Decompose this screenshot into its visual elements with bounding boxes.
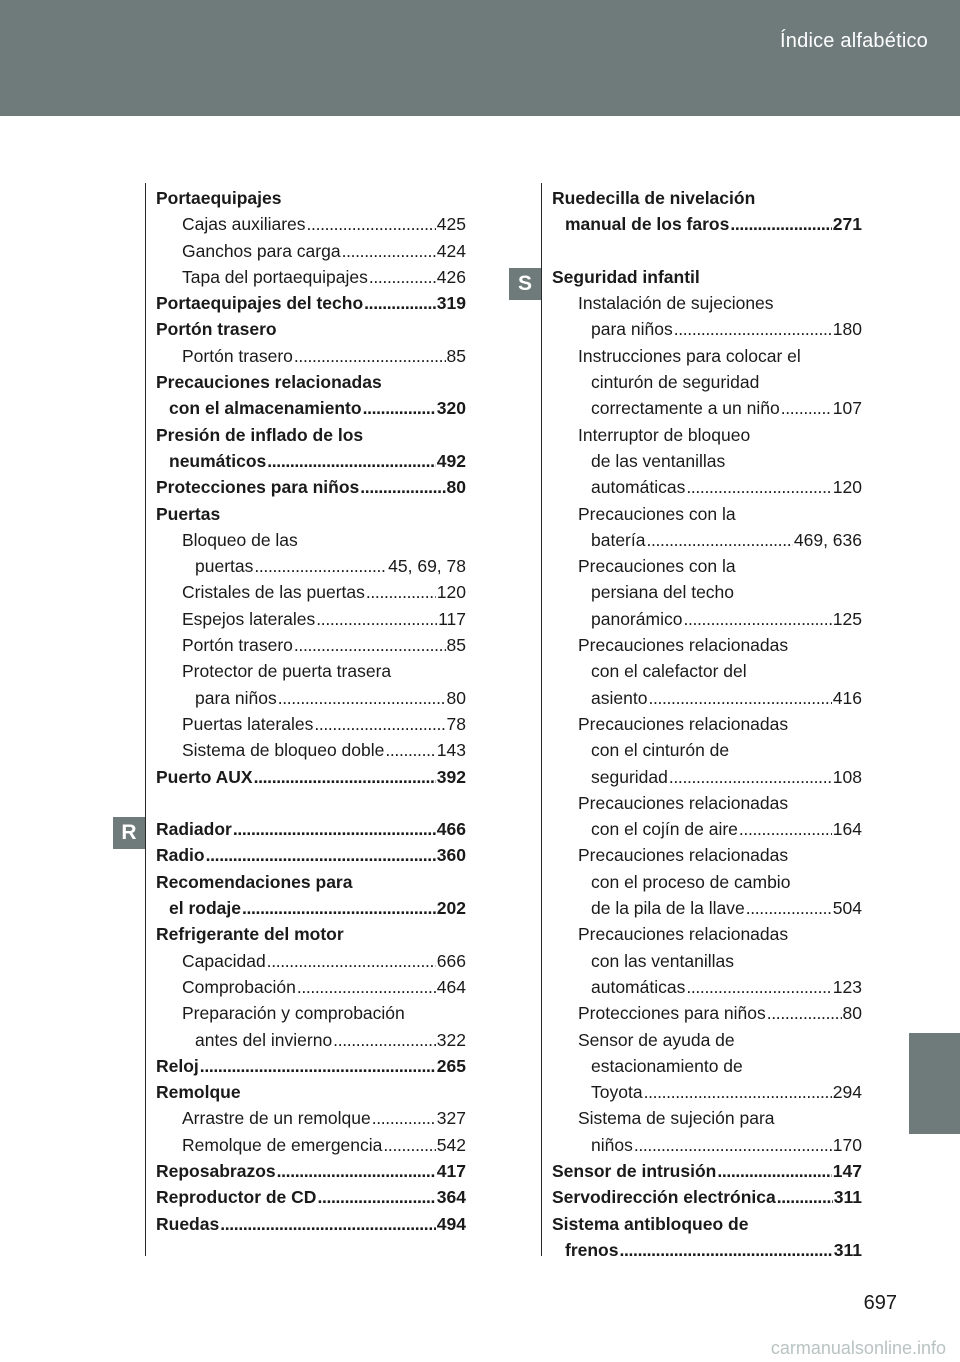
index-entry-line bbox=[552, 264, 862, 290]
chapter-thumb-tab bbox=[909, 1033, 960, 1134]
index-entry-line bbox=[552, 606, 862, 632]
index-entry-line bbox=[156, 1079, 466, 1105]
dot-leader bbox=[267, 948, 436, 974]
index-term: Ruedecilla de nivelación bbox=[552, 188, 756, 208]
index-term: Puerto AUX bbox=[156, 766, 253, 787]
page-reference: 117 bbox=[438, 608, 466, 629]
index-term: Instrucciones para colocar el bbox=[578, 345, 801, 366]
index-term: con el almacenamiento bbox=[169, 398, 362, 419]
page-reference: 78 bbox=[446, 713, 466, 734]
page-reference: 319 bbox=[436, 293, 466, 314]
index-term: Ruedas bbox=[156, 1213, 220, 1234]
index-term: batería bbox=[591, 529, 646, 550]
dot-leader bbox=[254, 553, 387, 579]
page-reference: 320 bbox=[436, 398, 466, 419]
index-entry-line bbox=[552, 632, 862, 658]
index-entry-line bbox=[156, 448, 466, 474]
index-entry-line bbox=[552, 553, 862, 579]
page-reference: 360 bbox=[436, 845, 466, 866]
dot-leader bbox=[294, 343, 446, 369]
index-entry-line bbox=[552, 1132, 862, 1158]
index-entry-line bbox=[156, 290, 466, 316]
dot-leader bbox=[369, 264, 436, 290]
page-reference: 125 bbox=[832, 608, 862, 629]
index-term: con el proceso de cambio bbox=[591, 871, 791, 892]
page-reference: 504 bbox=[832, 898, 862, 919]
page-reference: 85 bbox=[446, 345, 466, 366]
index-term: Seguridad infantil bbox=[552, 266, 700, 287]
index-column-right bbox=[552, 185, 862, 1263]
index-term: Interruptor de bloqueo bbox=[578, 424, 751, 445]
index-entry-line bbox=[552, 369, 862, 395]
dot-leader bbox=[669, 764, 832, 790]
page-reference: 107 bbox=[832, 398, 862, 419]
index-entry-line bbox=[156, 1184, 466, 1210]
index-entry-line bbox=[156, 264, 466, 290]
index-entry-line bbox=[156, 395, 466, 421]
index-term: Precauciones relacionadas bbox=[578, 845, 789, 866]
index-term: Portaequipajes del techo bbox=[156, 293, 364, 314]
index-entry-line bbox=[552, 737, 862, 763]
dot-leader bbox=[372, 1105, 436, 1131]
index-entry-line bbox=[156, 238, 466, 264]
page-reference: 311 bbox=[833, 1239, 862, 1260]
left-column-rule bbox=[145, 183, 146, 1256]
index-entry-line bbox=[552, 474, 862, 500]
dot-leader bbox=[294, 632, 446, 658]
index-term: automáticas bbox=[591, 477, 686, 498]
dot-leader bbox=[316, 606, 437, 632]
index-term: Tapa del portaequipajes bbox=[182, 266, 368, 287]
index-term: Protecciones para niños bbox=[156, 477, 360, 498]
page-reference: 265 bbox=[436, 1055, 466, 1076]
page-reference: 322 bbox=[436, 1029, 466, 1050]
page-reference: 416 bbox=[832, 687, 862, 708]
index-entry-line bbox=[156, 553, 466, 579]
index-term: Cristales de las puertas bbox=[182, 582, 365, 603]
index-entry-line bbox=[156, 658, 466, 684]
index-term: asiento bbox=[591, 687, 648, 708]
index-term: Toyota bbox=[591, 1082, 643, 1103]
page-reference: 164 bbox=[832, 819, 862, 840]
index-entry-line bbox=[156, 474, 466, 500]
dot-leader bbox=[385, 737, 435, 763]
dot-leader bbox=[206, 842, 436, 868]
index-term: Arrastre de un remolque bbox=[182, 1108, 371, 1129]
index-entry-line bbox=[552, 1237, 862, 1263]
index-entry-line bbox=[552, 527, 862, 553]
page-reference: 424 bbox=[436, 240, 466, 261]
page-reference: 464 bbox=[436, 976, 466, 997]
dot-leader bbox=[364, 290, 436, 316]
index-term: Portaequipajes bbox=[156, 188, 282, 208]
right-column-rule bbox=[541, 183, 542, 1256]
index-term: Sistema de bloqueo doble bbox=[182, 740, 385, 761]
index-term: Sistema de sujeción para bbox=[578, 1108, 775, 1129]
dot-leader bbox=[746, 895, 832, 921]
index-term: Portón trasero bbox=[182, 635, 293, 656]
page-reference: 80 bbox=[446, 477, 466, 498]
index-entry-line bbox=[552, 448, 862, 474]
index-term: Precauciones relacionadas bbox=[578, 792, 789, 813]
page-number: 697 bbox=[863, 1292, 897, 1314]
index-entry-line bbox=[552, 1211, 862, 1237]
index-term: Bloqueo de las bbox=[182, 529, 298, 550]
index-entry-line bbox=[552, 185, 862, 211]
page-reference: 469, 636 bbox=[793, 529, 862, 550]
index-term: Instalación de sujeciones bbox=[578, 293, 774, 314]
index-term: Puertas laterales bbox=[182, 713, 314, 734]
index-entry-line bbox=[552, 211, 862, 237]
page-reference: 202 bbox=[436, 898, 466, 919]
dot-leader bbox=[730, 211, 831, 237]
dot-leader bbox=[297, 974, 436, 1000]
index-term: Capacidad bbox=[182, 950, 266, 971]
index-term: Precauciones relacionadas bbox=[156, 372, 382, 393]
page-reference: 542 bbox=[436, 1134, 466, 1155]
index-entry-line bbox=[156, 316, 466, 342]
index-term: Sensor de intrusión bbox=[552, 1160, 717, 1181]
index-entry-line bbox=[552, 1027, 862, 1053]
index-entry-line bbox=[156, 816, 466, 842]
dot-leader bbox=[383, 1132, 435, 1158]
index-term: Protector de puerta trasera bbox=[182, 661, 392, 682]
index-term: Radio bbox=[156, 845, 205, 866]
dot-leader bbox=[233, 816, 436, 842]
header-bar bbox=[0, 0, 960, 116]
dot-leader bbox=[267, 448, 436, 474]
index-term: con las ventanillas bbox=[591, 950, 734, 971]
index-entry-line bbox=[552, 816, 862, 842]
index-entry-line bbox=[552, 316, 862, 342]
index-term: panorámico bbox=[591, 608, 683, 629]
page-reference: 494 bbox=[436, 1213, 466, 1234]
index-entry-line bbox=[156, 1105, 466, 1131]
index-term: Precauciones con la bbox=[578, 503, 736, 524]
index-term: persiana del techo bbox=[591, 582, 735, 603]
index-term: estacionamiento de bbox=[591, 1055, 743, 1076]
dot-leader bbox=[686, 474, 831, 500]
page-reference: 417 bbox=[436, 1160, 466, 1181]
page-reference: 392 bbox=[436, 766, 466, 787]
index-term: Recomendaciones para bbox=[156, 871, 353, 892]
dot-leader bbox=[686, 974, 831, 1000]
index-term: Reposabrazos bbox=[156, 1160, 276, 1181]
page-reference: 311 bbox=[833, 1187, 862, 1208]
index-term: manual de los faros bbox=[565, 214, 730, 235]
index-term: frenos bbox=[565, 1239, 619, 1260]
index-entry-line bbox=[156, 842, 466, 868]
index-term: Precauciones relacionadas bbox=[578, 924, 789, 945]
dot-leader bbox=[220, 1211, 436, 1237]
index-entry-line bbox=[156, 606, 466, 632]
page-reference: 120 bbox=[436, 582, 466, 603]
index-term: Remolque de emergencia bbox=[182, 1134, 383, 1155]
watermark: carmanualsonline.info bbox=[770, 1338, 946, 1358]
index-entry-line bbox=[156, 579, 466, 605]
page-reference: 123 bbox=[832, 976, 862, 997]
index-entry-line bbox=[552, 1105, 862, 1131]
index-entry-line bbox=[156, 869, 466, 895]
dot-leader bbox=[777, 1184, 833, 1210]
dot-leader bbox=[739, 816, 832, 842]
page-reference: 466 bbox=[436, 819, 466, 840]
dot-leader bbox=[360, 474, 445, 500]
page-reference: 492 bbox=[436, 450, 466, 471]
index-term: puertas bbox=[195, 556, 254, 577]
index-entry-line bbox=[552, 1158, 862, 1184]
index-term: de las ventanillas bbox=[591, 450, 726, 471]
dot-leader bbox=[317, 1184, 435, 1210]
dot-leader bbox=[200, 1053, 436, 1079]
index-term: Preparación y comprobación bbox=[182, 1003, 405, 1024]
index-term: Protecciones para niños bbox=[578, 1003, 766, 1024]
dot-leader bbox=[277, 1158, 436, 1184]
index-term: niños bbox=[591, 1134, 633, 1155]
index-term: Reproductor de CD bbox=[156, 1187, 317, 1208]
index-term: Servodirección electrónica bbox=[552, 1187, 776, 1208]
index-column-left bbox=[156, 185, 466, 1237]
index-entry-line bbox=[552, 658, 862, 684]
index-entry-line bbox=[156, 343, 466, 369]
index-entry-line bbox=[156, 921, 466, 947]
index-entry-line bbox=[552, 501, 862, 527]
dot-leader bbox=[781, 395, 832, 421]
dot-leader bbox=[342, 238, 436, 264]
dot-leader bbox=[644, 1079, 832, 1105]
index-term: Ganchos para carga bbox=[182, 240, 341, 261]
index-entry-line bbox=[156, 764, 466, 790]
dot-leader bbox=[307, 211, 436, 237]
index-entry-line bbox=[552, 395, 862, 421]
index-entry-line bbox=[156, 1211, 466, 1237]
page-reference: 180 bbox=[832, 319, 862, 340]
dot-leader bbox=[314, 711, 445, 737]
index-entry-line bbox=[156, 1000, 466, 1026]
letter-tab-r: R bbox=[113, 817, 145, 849]
index-term: para niños bbox=[591, 319, 673, 340]
index-term: Remolque bbox=[156, 1082, 241, 1103]
page-reference: 425 bbox=[436, 214, 466, 235]
index-entry-line bbox=[552, 685, 862, 711]
index-term: Radiador bbox=[156, 819, 232, 840]
index-entry-line bbox=[552, 790, 862, 816]
index-term: de la pila de la llave bbox=[591, 898, 745, 919]
index-term: Precauciones con la bbox=[578, 556, 736, 577]
index-entry-line bbox=[156, 1027, 466, 1053]
index-entry-line bbox=[552, 1053, 862, 1079]
index-entry-line bbox=[156, 1158, 466, 1184]
index-term: seguridad bbox=[591, 766, 668, 787]
index-entry-line bbox=[552, 921, 862, 947]
index-entry-line bbox=[552, 842, 862, 868]
page-reference: 108 bbox=[832, 766, 862, 787]
dot-leader bbox=[646, 527, 792, 553]
dot-leader bbox=[366, 579, 436, 605]
index-term: antes del invierno bbox=[195, 1029, 333, 1050]
index-entry-line bbox=[156, 737, 466, 763]
letter-tab-s: S bbox=[509, 268, 541, 300]
dot-leader bbox=[648, 685, 831, 711]
page-reference: 271 bbox=[832, 214, 862, 235]
dot-leader bbox=[333, 1027, 436, 1053]
index-entry-line bbox=[552, 1184, 862, 1210]
dot-leader bbox=[619, 1237, 832, 1263]
page-reference: 294 bbox=[832, 1082, 862, 1103]
index-term: Precauciones relacionadas bbox=[578, 635, 789, 656]
index-entry-line bbox=[552, 711, 862, 737]
index-term: Portón trasero bbox=[182, 345, 293, 366]
dot-leader bbox=[634, 1132, 832, 1158]
page-reference: 170 bbox=[832, 1134, 862, 1155]
index-term: automáticas bbox=[591, 976, 686, 997]
page-reference: 85 bbox=[446, 635, 466, 656]
section-title: Índice alfabético bbox=[780, 30, 928, 52]
index-entry-line bbox=[156, 632, 466, 658]
index-term: Refrigerante del motor bbox=[156, 924, 344, 945]
index-entry-line bbox=[156, 211, 466, 237]
index-entry-line bbox=[156, 185, 466, 211]
dot-leader bbox=[254, 764, 436, 790]
index-entry-line bbox=[552, 290, 862, 316]
index-entry-line bbox=[552, 343, 862, 369]
index-entry-line bbox=[552, 948, 862, 974]
index-entry-line bbox=[156, 369, 466, 395]
page-reference: 666 bbox=[436, 950, 466, 971]
index-entry-line bbox=[156, 895, 466, 921]
page-reference: 120 bbox=[832, 477, 862, 498]
index-term: con el cinturón de bbox=[591, 740, 730, 761]
index-entry-line bbox=[156, 422, 466, 448]
dot-leader bbox=[767, 1000, 842, 1026]
index-term: Comprobación bbox=[182, 976, 296, 997]
index-term: para niños bbox=[195, 687, 277, 708]
page-reference: 45, 69, 78 bbox=[388, 556, 466, 577]
dot-leader bbox=[683, 606, 831, 632]
index-term: con el calefactor del bbox=[591, 661, 747, 682]
index-term: Sensor de ayuda de bbox=[578, 1029, 735, 1050]
dot-leader bbox=[674, 316, 832, 342]
index-entry-line bbox=[156, 501, 466, 527]
index-entry-line bbox=[552, 1079, 862, 1105]
index-entry-line bbox=[552, 895, 862, 921]
index-term: Portón trasero bbox=[156, 319, 277, 340]
dot-leader bbox=[278, 685, 446, 711]
index-entry-line bbox=[552, 764, 862, 790]
index-entry-line bbox=[156, 1132, 466, 1158]
index-term: Precauciones relacionadas bbox=[578, 713, 789, 734]
page-reference: 80 bbox=[842, 1003, 862, 1024]
index-entry-line bbox=[552, 974, 862, 1000]
page-reference: 143 bbox=[436, 740, 466, 761]
index-entry-line bbox=[552, 422, 862, 448]
index-entry-line bbox=[156, 1053, 466, 1079]
index-entry-line bbox=[156, 685, 466, 711]
index-entry-line bbox=[156, 974, 466, 1000]
dot-leader bbox=[717, 1158, 831, 1184]
dot-leader bbox=[242, 895, 436, 921]
index-entry-line bbox=[156, 948, 466, 974]
page-reference: 426 bbox=[436, 266, 466, 287]
page-reference: 364 bbox=[436, 1187, 466, 1208]
index-entry-line bbox=[156, 711, 466, 737]
index-entry-line bbox=[156, 527, 466, 553]
index-term: cinturón de seguridad bbox=[591, 372, 760, 393]
dot-leader bbox=[363, 395, 436, 421]
index-term: Puertas bbox=[156, 503, 221, 524]
index-term: Sistema antibloqueo de bbox=[552, 1213, 749, 1234]
page-reference: 80 bbox=[446, 687, 466, 708]
page-reference: 147 bbox=[832, 1160, 862, 1181]
index-term: neumáticos bbox=[169, 450, 267, 471]
index-term: correctamente a un niño bbox=[591, 398, 780, 419]
page-reference: 327 bbox=[436, 1108, 466, 1129]
index-entry-line bbox=[552, 869, 862, 895]
index-term: Espejos laterales bbox=[182, 608, 316, 629]
index-entry-line bbox=[552, 579, 862, 605]
index-term: Presión de inflado de los bbox=[156, 424, 364, 445]
index-term: el rodaje bbox=[169, 898, 241, 919]
index-term: Cajas auxiliares bbox=[182, 214, 306, 235]
index-entry-line bbox=[552, 1000, 862, 1026]
index-term: Reloj bbox=[156, 1055, 199, 1076]
index-term: con el cojín de aire bbox=[591, 819, 738, 840]
